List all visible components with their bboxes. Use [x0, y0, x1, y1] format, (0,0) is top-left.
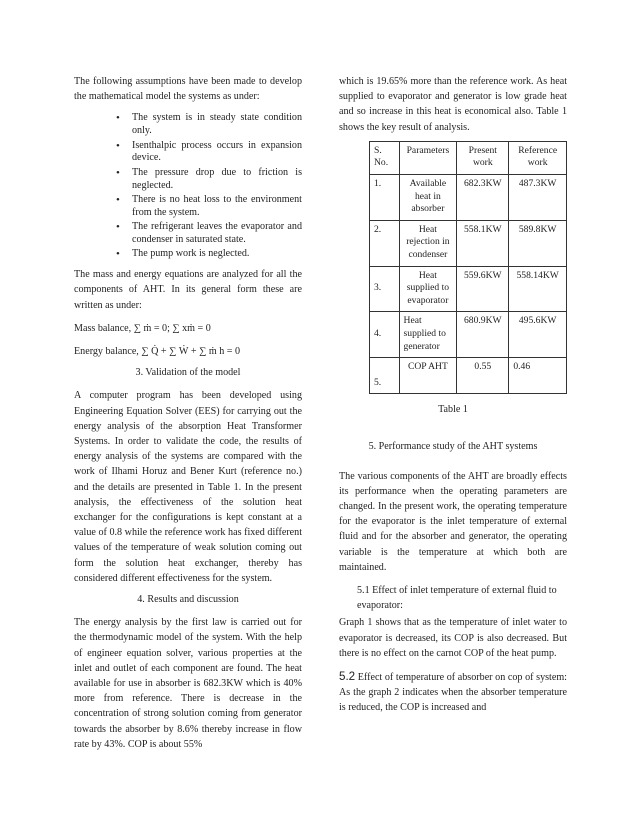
energy-balance-equation: [74, 344, 302, 359]
assumptions-intro: The following assumptions have been made to develop the mathematical model the systems as under:: [74, 76, 302, 103]
cell-present: 682.3KW: [457, 175, 509, 221]
cell-parameter: COP AHT: [399, 358, 457, 394]
table-caption: Table 1: [438, 404, 468, 416]
cell-sno: 4.: [370, 312, 400, 358]
cell-present: 558.1KW: [457, 220, 509, 266]
cell-sno: 2.: [370, 220, 400, 266]
right-column: [339, 74, 567, 716]
table-row: [370, 220, 567, 266]
table-row: [370, 266, 567, 312]
section-4-paragraph: The energy analysis by the first law is carried out for the thermodynamic model of the system. With the help of engineer equation solver, various properties at the inlet and outlet of each component are found. The heat available for use in absorber is 682.3KW which is 40% more from reference. There is decrease in the concentration of strong solution coming from generator towards the absorber by 8.6% thereby increase in flow rate by 43%. COP is about 55%: [74, 617, 302, 750]
assumptions-list: [74, 112, 302, 261]
header-reference-work: Reference work: [509, 141, 567, 174]
header-present-work: Present work: [457, 141, 509, 174]
mass-energy-paragraph: The mass and energy equations are analyzed for all the components of AHT. In its general form these are written as under:: [74, 269, 302, 311]
list-item: • The system is in steady state condition only.: [132, 112, 302, 138]
mass-balance-label: Mass balance,: [74, 322, 132, 334]
subsection-5-2-paragraph: [339, 669, 567, 716]
cell-present: 559.6KW: [457, 266, 509, 312]
subsection-5-2-number: 5.2: [339, 669, 356, 683]
table-row: [370, 358, 567, 394]
left-column: [74, 74, 302, 752]
cell-sno: 5.: [370, 358, 400, 394]
cell-parameter: Heat rejection in condenser: [399, 220, 457, 266]
header-parameters: Parameters: [399, 141, 457, 174]
subsection-5-2-text: Effect of temperature of absorber on cop of system: As the graph 2 indicates when the absorber temperature is reduced, the COP is increased and: [339, 671, 567, 714]
subsection-5-1-paragraph: Graph 1 shows that as the temperature of inlet water to evaporator is decreased, its COP is also decreased. But there is no effect on the carnot COP of the heat pump.: [339, 617, 567, 659]
cell-present: 680.9KW: [457, 312, 509, 358]
cell-reference: 495.6KW: [509, 312, 567, 358]
cell-reference: 558.14KW: [509, 266, 567, 312]
list-item: • The refrigerant leaves the evaporator and condenser in saturated state.: [132, 221, 302, 247]
section-5-paragraph: The various components of the AHT are broadly effects its performance when the operating parameters are changed. In the present work, the operating temperature for the evaporator is the inlet temperature of external fluid and for the absorber and generator, the operating variable is the temperature at which both are maintained.: [339, 470, 567, 573]
cell-sno: 3.: [370, 266, 400, 312]
list-item: • The pump work is neglected.: [132, 248, 302, 261]
list-item: • The pressure drop due to friction is neglected.: [132, 167, 302, 193]
cell-reference: 0.46: [509, 358, 567, 394]
continuation-paragraph: which is 19.65% more than the reference work. As heat supplied to evaporator and generator is low grade heat and so increase in this heat is economical also. Table 1 shows the key result of analysis.: [339, 76, 567, 133]
subsection-5-1-heading: 5.1 Effect of inlet temperature of external fluid to evaporator:: [357, 584, 557, 612]
list-item: • Isenthalpic process occurs in expansion device.: [132, 140, 302, 166]
cell-parameter: Heat supplied to generator: [399, 312, 457, 358]
cell-sno: 1.: [370, 175, 400, 221]
cell-present: 0.55: [457, 358, 509, 394]
energy-balance-label: Energy balance,: [74, 345, 139, 357]
section-3-paragraph: A computer program has been developed using Engineering Equation Solver (EES) for carrying out the energy analysis of the absorption Heat Transformer Systems. In order to validate the code, the results of energy analysis of the systems are compared with the work of Ilhami Horuz and Bener Kurt (reference no.) and the details are presented in Table 1. In the present analysis, the effectiveness of the solution heat exchanger for the configurations is kept constant at a value of 0.8 while the reference work has fixed different values of the temperature of weak solution coming out form the solution heat exchanger, thereby has considered different effectiveness for the system.: [74, 390, 302, 584]
energy-balance-formula: ∑ Q̇ + ∑ Ẇ + ∑ ṁ h = 0: [141, 345, 241, 357]
results-table: [369, 141, 567, 394]
section-5-heading: 5. Performance study of the AHT systems: [368, 441, 538, 453]
section-4-heading: 4. Results and discussion: [137, 594, 239, 605]
mass-balance-equation: [74, 321, 302, 336]
table-header-row: [370, 141, 567, 174]
header-sno: S. No.: [370, 141, 400, 174]
list-item: • There is no heat loss to the environment from the system.: [132, 194, 302, 220]
section-3-heading: 3. Validation of the model: [135, 367, 241, 379]
table-row: [370, 175, 567, 221]
table-row: [370, 312, 567, 358]
mass-balance-formula: ∑ ṁ = 0; ∑ xṁ = 0: [133, 322, 211, 334]
cell-parameter: Available heat in absorber: [399, 175, 457, 221]
cell-parameter: Heat supplied to evaporator: [399, 266, 457, 312]
cell-reference: 487.3KW: [509, 175, 567, 221]
cell-reference: 589.8KW: [509, 220, 567, 266]
